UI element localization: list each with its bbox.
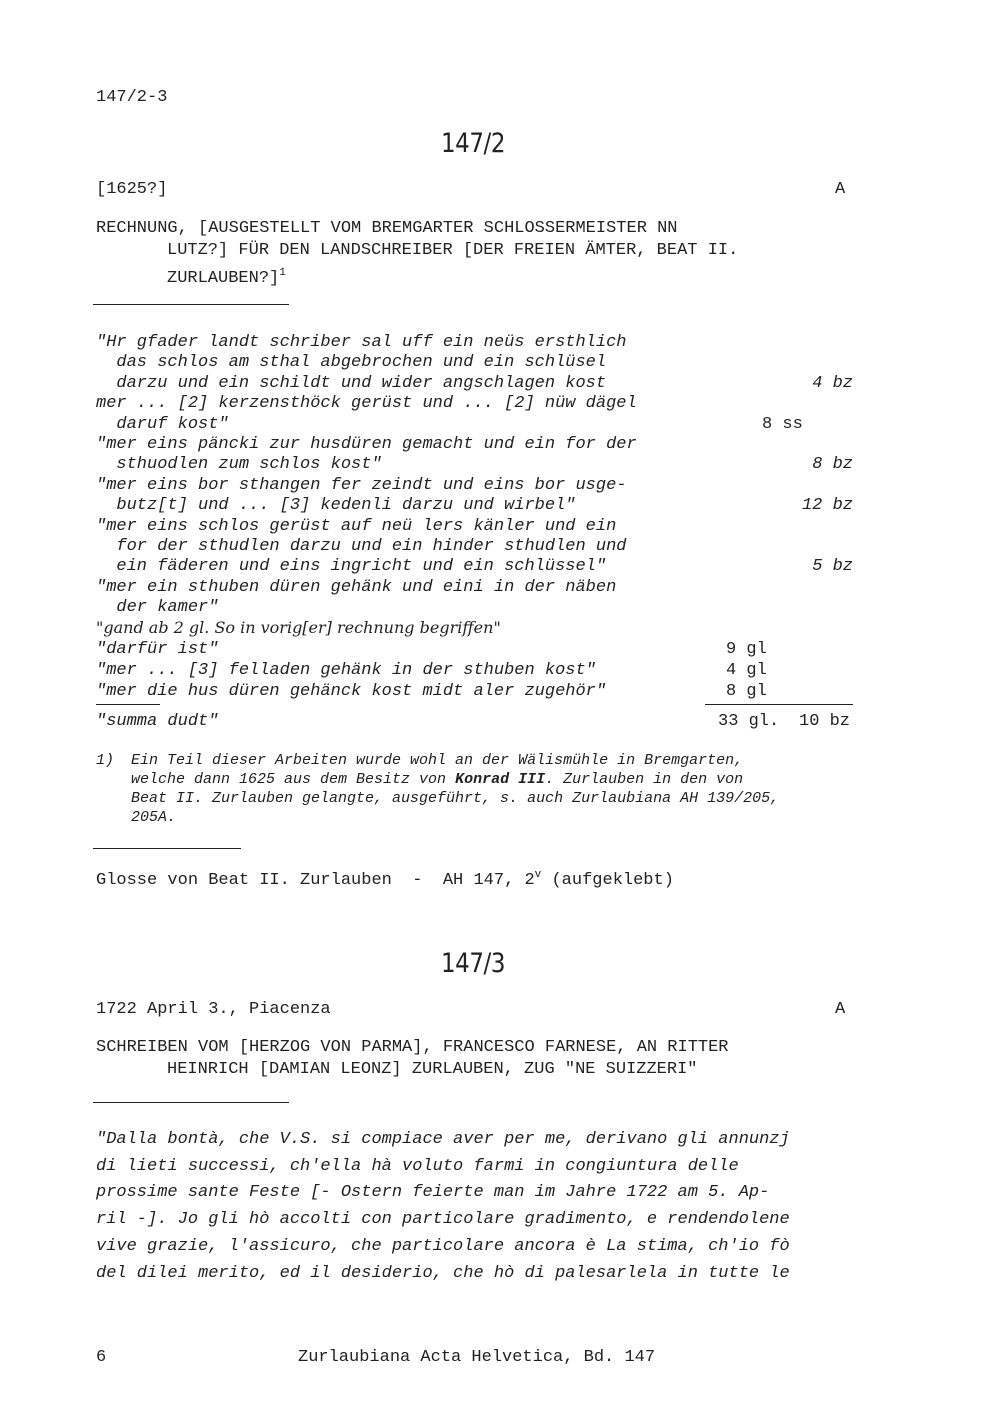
footnote-line-2: welche dann 1625 aus dem Besitz von Konrad III. Zurlauben in den von — [131, 771, 744, 788]
entry-amount: 4 bz — [812, 373, 853, 393]
footnote-divider — [93, 848, 241, 849]
gl-entry-text: "mer ... [3] felladen gehänk in der sthuben kost" — [96, 661, 596, 680]
document-number-2: 147/3 — [441, 948, 506, 979]
document-grade-2: A — [835, 1000, 846, 1019]
letter-line: del dilei merito, ed il desiderio, che hò di palesarlela in tutte le — [96, 1263, 790, 1283]
footnote-line-4: 205A. — [131, 809, 177, 826]
entry-amount: 8 ss — [762, 414, 803, 434]
summa-gulden: 33 gl. — [718, 712, 780, 731]
entry-text: daruf kost" — [96, 414, 229, 434]
entry-text: "mer eins schlos gerüst auf neü lers känler und ein — [96, 516, 617, 536]
entry-amount: 12 bz — [801, 496, 853, 516]
entry-text: sthuodlen zum schlos kost" — [96, 455, 382, 475]
running-head: 147/2-3 — [96, 88, 168, 107]
gloss-line: "gand ab 2 gl. So in vorig[er] rechnung begriffen" — [96, 618, 501, 637]
document-grade: A — [835, 180, 846, 199]
footnote-line-3: Beat II. Zurlauben gelangte, ausgeführt, s. auch Zurlaubiana AH 139/205, — [131, 790, 780, 807]
letter-line: prossime sante Feste [- Ostern feierte man im Jahre 1722 am 5. Ap- — [96, 1183, 770, 1203]
entry-text: ein fäderen und eins ingricht und ein schlüssel" — [96, 557, 607, 577]
entry-text: for der sthudlen darzu und ein hinder sthudlen und — [96, 537, 627, 556]
entry-text: "mer eins päncki zur husdüren gemacht und ein for der — [96, 435, 637, 454]
document-title-2-line-1: SCHREIBEN VOM [HERZOG VON PARMA], FRANCESCO FARNESE, AN RITTER — [96, 1038, 729, 1057]
gl-entry-amount: 9 gl — [726, 640, 767, 659]
entry-text: mer ... [2] kerzensthöck gerüst und ... [2] nüw dägel — [96, 394, 637, 414]
document-title-line-3: ZURLAUBEN?]$^1$ — [167, 267, 286, 288]
title-divider-2 — [93, 1102, 289, 1103]
footer-publication-title: Zurlaubiana Acta Helvetica, Bd. 147 — [298, 1348, 656, 1367]
footnote-line-1: Ein Teil dieser Arbeiten wurde wohl an der Wälismühle in Bremgarten, — [131, 752, 744, 769]
document-date: [1625?] — [96, 180, 168, 199]
entry-underline — [96, 704, 160, 705]
entry-text: das schlos am sthal abgebrochen und ein schlüsel — [96, 353, 607, 373]
entry-amount: 5 bz — [812, 557, 853, 577]
letter-line: "Dalla bontà, che V.S. si compiace aver per me, derivano gli annunzj — [96, 1130, 790, 1149]
letter-line: di lieti successi, ch'ella hà voluto farmi in congiuntura delle — [96, 1156, 739, 1176]
letter-line: ril -]. Jo gli hò accolti con particolare gradimento, e rendendolene — [96, 1210, 790, 1230]
entry-text: butz[t] und ... [3] kedenli darzu und wirbel" — [96, 496, 576, 516]
document-number: 147/2 — [441, 128, 506, 159]
summa-label: "summa dudt" — [96, 712, 219, 731]
document-date-2: 1722 April 3., Piacenza — [96, 1000, 331, 1019]
document-title-line-2: LUTZ?] FÜR DEN LANDSCHREIBER [DER FREIEN ÄMTER, BEAT II. — [167, 241, 739, 260]
footnote-reference: 1 — [279, 267, 286, 279]
entry-text: darzu und ein schildt und wider angschlagen kost — [96, 373, 607, 393]
entry-text: "Hr gfader landt schriber sal uff ein neüs ersthlich — [96, 333, 627, 352]
gloss-note: Glosse von Beat II. Zurlauben - AH 147, 2$^v$ (aufgeklebt) — [96, 869, 674, 890]
gl-entry-text: "mer die hus düren gehänck kost midt aler zugehör" — [96, 682, 607, 701]
sum-rule — [705, 704, 853, 705]
title-divider — [93, 304, 289, 305]
letter-line: vive grazie, l'assicuro, che particolare ancora è La stima, ch'io fò — [96, 1236, 790, 1256]
gl-entry-amount: 8 gl — [726, 682, 767, 701]
entry-text: "mer eins bor sthangen fer zeindt und eins bor usge- — [96, 475, 627, 495]
entry-text: "mer ein sthuben düren gehänk und eini in der näben — [96, 577, 617, 597]
footnote-marker: 1) — [96, 752, 115, 769]
gl-entry-text: "darfür ist" — [96, 640, 219, 659]
gl-entry-amount: 4 gl — [726, 661, 767, 680]
summa-batzen: 10 bz — [799, 712, 851, 731]
footer-page-number: 6 — [96, 1348, 107, 1367]
document-title-line-1: RECHNUNG, [AUSGESTELLT VOM BREMGARTER SCHLOSSERMEISTER NN — [96, 219, 678, 238]
entry-text: der kamer" — [96, 598, 219, 618]
document-title-2-line-2: HEINRICH [DAMIAN LEONZ] ZURLAUBEN, ZUG "NE SUIZZERI" — [167, 1060, 698, 1079]
entry-amount: 8 bz — [812, 455, 853, 475]
